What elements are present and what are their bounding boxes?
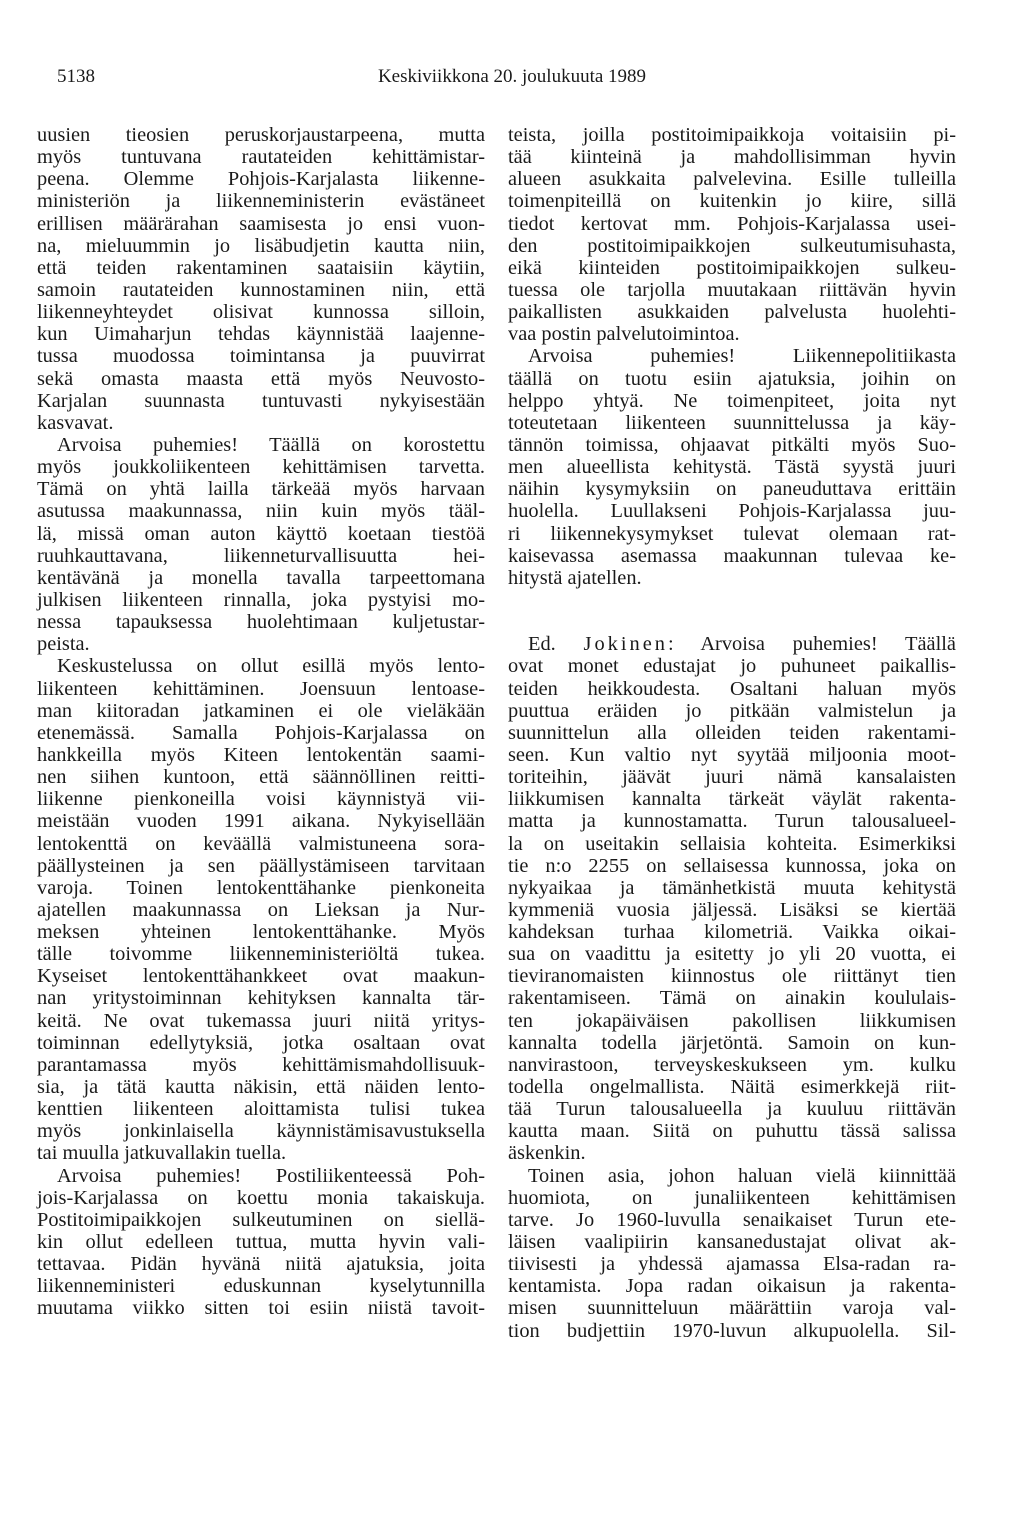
text-line: ovat monet edustajat jo puhuneet paikallis- bbox=[508, 655, 956, 678]
text-line: uusien tieosien peruskorjaustarpeena, mutta bbox=[37, 124, 485, 146]
text-line: myös tuntuvana rautateiden kehittämistar- bbox=[37, 146, 485, 169]
text-line: tie n:o 2255 on sellaisessa kunnossa, joka on bbox=[508, 854, 956, 877]
speaker-name: Jokinen bbox=[583, 633, 668, 656]
text-line: liikenne pienkoneilla voisi käynnistyä vii- bbox=[37, 788, 485, 811]
text-line: sia, ja tätä kautta näkisin, että näiden lento- bbox=[37, 1076, 485, 1099]
text-line: tää Turun talousalueella ja kuuluu riittävän bbox=[508, 1098, 956, 1121]
text-line: meistään vuoden 1991 aikana. Nykyisellään bbox=[37, 810, 485, 833]
text-line: peista. bbox=[37, 633, 90, 656]
text-line: toiminnan edellytyksiä, jotka osaltaan ovat bbox=[37, 1031, 485, 1054]
text-line: Toinen asia, johon haluan vielä kiinnittää bbox=[528, 1164, 956, 1187]
text-line: rakentamiseen. Tämä on ainakin koululais- bbox=[508, 987, 956, 1010]
text-line: huomiota, on junaliikenteen kehittämisen bbox=[508, 1186, 956, 1209]
text-line: sekä omasta maasta että myös Neuvosto- bbox=[37, 367, 485, 390]
text-line: tarve. Jo 1960-luvulla senaikaiset Turun ete- bbox=[508, 1208, 956, 1231]
text-line: la on useitakin sellaisia kohteita. Esimerkiksi bbox=[508, 832, 956, 855]
text-line: kahdeksan turhaa kilometriä. Vaikka oikai- bbox=[508, 921, 956, 944]
text-line: peena. Olemme Pohjois-Karjalasta liikenne- bbox=[37, 168, 485, 191]
text-line: ajatellen maakunnassa on Lieksan ja Nur- bbox=[37, 898, 485, 921]
text-line: todella ongelmallista. Näitä esimerkkejä riit- bbox=[508, 1076, 956, 1099]
text-line: kentamista. Jopa radan oikaisun ja rakenta- bbox=[508, 1275, 956, 1298]
text-line: läisen vaalipiirin kansanedustajat olivat ak- bbox=[508, 1231, 956, 1254]
text-line: toteutetaan liikenteen suunnittelussa ja käy- bbox=[508, 411, 956, 434]
text-line: liikkumisen kannalta tärkeät väylät rakenta- bbox=[508, 788, 956, 811]
blank-line bbox=[508, 611, 956, 633]
text-line: nykyaikaa ja tämänhetkistä muuta kehitystä bbox=[508, 876, 956, 899]
text-line: että teiden rakentaminen saataisiin käytiin, bbox=[37, 256, 485, 279]
text-line: päällysteinen ja sen päällystämiseen tarvitaan bbox=[37, 854, 485, 877]
text-line: kun Uimaharjun tehdas käynnistää laajenne- bbox=[37, 323, 485, 346]
text-line: kasvavat. bbox=[37, 411, 114, 434]
text-line: sua on vaadittu ja esitetty jo yli 20 vuotta, ei bbox=[508, 943, 956, 966]
text-line: kenttien liikenteen aloittamista tulisi tukea bbox=[37, 1098, 485, 1121]
right-text-column bbox=[508, 124, 956, 1342]
text-line: samoin rautateiden kunnostaminen niin, että bbox=[37, 278, 485, 301]
text-line: nanvirastoon, terveyskeskukseen ym. kulku bbox=[508, 1053, 956, 1076]
text-line: Kyseiset lentokenttähankkeet ovat maakun- bbox=[37, 965, 485, 988]
text-line: kautta maan. Siitä on puhuttu tässä salissa bbox=[508, 1120, 956, 1143]
text-line: ri liikennekysymykset tulevat olemaan rat- bbox=[508, 522, 956, 545]
text-line: Karjalan suunnasta tuntuvasti nykyisestään bbox=[37, 389, 485, 412]
text-line: Ed. Jokinen: Arvoisa puhemies! Täällä bbox=[528, 633, 956, 656]
text-line: tiedot kertovat mm. Pohjois-Karjalassa usei- bbox=[508, 212, 956, 235]
text-line: matta ja kunnostamatta. Turun talousalueel- bbox=[508, 810, 956, 833]
text-line: varoja. Toinen lentokenttähanke pienkoneita bbox=[37, 876, 485, 899]
text-line: helppo yhtyä. Ne toimenpiteet, joita nyt bbox=[508, 389, 956, 412]
text-line: erillisen määrärahan saamisesta jo ensi vuon- bbox=[37, 212, 485, 235]
text-line: suunnittelun alla olleiden teiden rakentami- bbox=[508, 721, 956, 744]
text-line: man kiitoradan jatkaminen ei ole vieläkään bbox=[37, 699, 485, 722]
text-line: nan yritystoiminnan kehityksen kannalta tär- bbox=[37, 987, 485, 1010]
page-number: 5138 bbox=[57, 66, 95, 87]
text-line: ministeriön ja liikenneministerin evästäneet bbox=[37, 190, 485, 213]
text-line: men alueellista kehitystä. Tästä syystä juuri bbox=[508, 456, 956, 479]
text-line: eikä kiinteiden postitoimipaikkojen sulkeu- bbox=[508, 256, 956, 279]
text-line: paikallisten asukkaiden palvelusta huolehti- bbox=[508, 301, 956, 324]
text-line: äskenkin. bbox=[508, 1142, 586, 1165]
text-line: liikenteen kehittäminen. Joensuun lentoase- bbox=[37, 677, 485, 700]
text-line: Keskustelussa on ollut esillä myös lento- bbox=[57, 655, 485, 678]
text-line: myös jonkinlaisella käynnistämisavustuksella bbox=[37, 1120, 485, 1143]
text-line: etenemässä. Samalla Pohjois-Karjalassa on bbox=[37, 721, 485, 744]
text-line: kannalta todella järjetöntä. Samoin on kun- bbox=[508, 1031, 956, 1054]
text-line: na, mieluummin jo lisäbudjetin kautta niin, bbox=[37, 234, 485, 257]
text-line: toimenpiteillä on kuitenkin jo kiire, sillä bbox=[508, 190, 956, 213]
text-line: muutama viikko sitten toi esiin niistä tavoit- bbox=[37, 1297, 485, 1320]
text-line: hankkeilla myös Kiteen lentokentän saami- bbox=[37, 743, 485, 766]
left-text-column bbox=[37, 124, 485, 1320]
text-line: myös joukkoliikenteen kehittämisen tarvetta. bbox=[37, 456, 485, 479]
text-line: vaa postin palvelutoimintoa. bbox=[508, 323, 740, 346]
text-line: alueen asukkaita palvelevina. Esille tulleilla bbox=[508, 168, 956, 191]
text-line: keitä. Ne ovat tukemassa juuri niitä yritys- bbox=[37, 1009, 485, 1032]
text-line: tieviranomaisten kiinnostus ole riittänyt tien bbox=[508, 965, 956, 988]
text-line: liikenneyhteydet olisivat kunnossa silloin, bbox=[37, 301, 485, 324]
text-line: asutussa maakunnassa, niin kuin myös tääl- bbox=[37, 500, 485, 523]
text-line: Arvoisa puhemies! Täällä on korostettu bbox=[57, 433, 485, 456]
text-line: huolella. Luullakseni Pohjois-Karjalassa juu- bbox=[508, 500, 956, 523]
text-line: kymmeniä vuosia jäljessä. Lisäksi se kiertää bbox=[508, 898, 956, 921]
text-line: tälle toivomme liikenneministeriöltä tukea. bbox=[37, 943, 485, 966]
text-line: nen siihen kuntoon, että säännöllinen reitti- bbox=[37, 766, 485, 789]
text-line: tussa muodossa toimintansa ja puuvirrat bbox=[37, 345, 485, 368]
text-line: meksen yhteinen lentokenttähanke. Myös bbox=[37, 921, 485, 944]
page-header bbox=[57, 66, 967, 90]
text-line: tettavaa. Pidän hyvänä niitä ajatuksia, joita bbox=[37, 1253, 485, 1276]
text-line: teista, joilla postitoimipaikkoja voitaisiin pi- bbox=[508, 124, 956, 146]
text-line: tää kiinteinä ja mahdollisimman hyvin bbox=[508, 146, 956, 169]
text-line: teiden heikkoudesta. Osaltani haluan myös bbox=[508, 677, 956, 700]
text-line: Postitoimipaikkojen sulkeutuminen on siellä- bbox=[37, 1208, 485, 1231]
text-line: parantamassa myös kehittämismahdollisuuk- bbox=[37, 1053, 485, 1076]
text-line: tion budjettiin 1970-luvun alkupuolella. Sil- bbox=[508, 1319, 956, 1342]
text-line: Arvoisa puhemies! Liikennepolitiikasta bbox=[528, 345, 956, 368]
text-line: täällä on tuotu esiin ajatuksia, joihin on bbox=[508, 367, 956, 390]
text-line: den postitoimipaikkojen sulkeutumisuhasta, bbox=[508, 234, 956, 257]
text-line: julkisen liikenteen rinnalla, joka pystyisi mo- bbox=[37, 588, 485, 611]
text-line: nessa tapauksessa huolehtimaan kuljetustar- bbox=[37, 611, 485, 634]
text-line: hitystä ajatellen. bbox=[508, 566, 642, 589]
text-line: näihin kysymyksiin on paneuduttava erittäin bbox=[508, 478, 956, 501]
text-line: Tämä on yhtä lailla tärkeää myös harvaan bbox=[37, 478, 485, 501]
text-line: kaisevassa asemassa maakunnan tulevaa ke- bbox=[508, 544, 956, 567]
text-line: tännön toimissa, ohjaavat pitkälti myös Suo- bbox=[508, 433, 956, 456]
text-line: liikenneministeri eduskunnan kyselytunnilla bbox=[37, 1275, 485, 1298]
text-line: kentävänä ja monella tavalla tarpeettomana bbox=[37, 566, 485, 589]
text-line: seen. Kun valtio nyt syytää miljoonia moot- bbox=[508, 743, 956, 766]
text-line: tai muulla jatkuvallakin tuella. bbox=[37, 1142, 287, 1165]
text-line: ruuhkauttavana, liikenneturvallisuutta hei- bbox=[37, 544, 485, 567]
text-line: lentokenttä on keväällä valmistuneena sora- bbox=[37, 832, 485, 855]
blank-line bbox=[508, 589, 956, 611]
text-line: kin ollut edelleen tuttua, mutta hyvin vali- bbox=[37, 1231, 485, 1254]
text-line: tiivisesti ja yhdessä ajamassa Elsa-radan ra- bbox=[508, 1253, 956, 1276]
text-line: lä, missä oman auton käyttö koetaan tiestöä bbox=[37, 522, 485, 545]
text-line: puuttua eräiden jo pitkään valmistelun ja bbox=[508, 699, 956, 722]
text-line: tuessa ole tarjolla muutakaan riittävän hyvin bbox=[508, 278, 956, 301]
text-line: Arvoisa puhemies! Postiliikenteessä Poh- bbox=[57, 1164, 485, 1187]
text-line: toriteihin, jäävät juuri nämä kansalaisten bbox=[508, 766, 956, 789]
text-line: ten jokapäiväisen pakollisen liikkumisen bbox=[508, 1009, 956, 1032]
text-line: misen suunnitteluun määrättiin varoja val- bbox=[508, 1297, 956, 1320]
text-line: jois-Karjalassa on koettu monia takaiskuja. bbox=[37, 1186, 485, 1209]
running-head: Keskiviikkona 20. joulukuuta 1989 bbox=[377, 66, 647, 87]
